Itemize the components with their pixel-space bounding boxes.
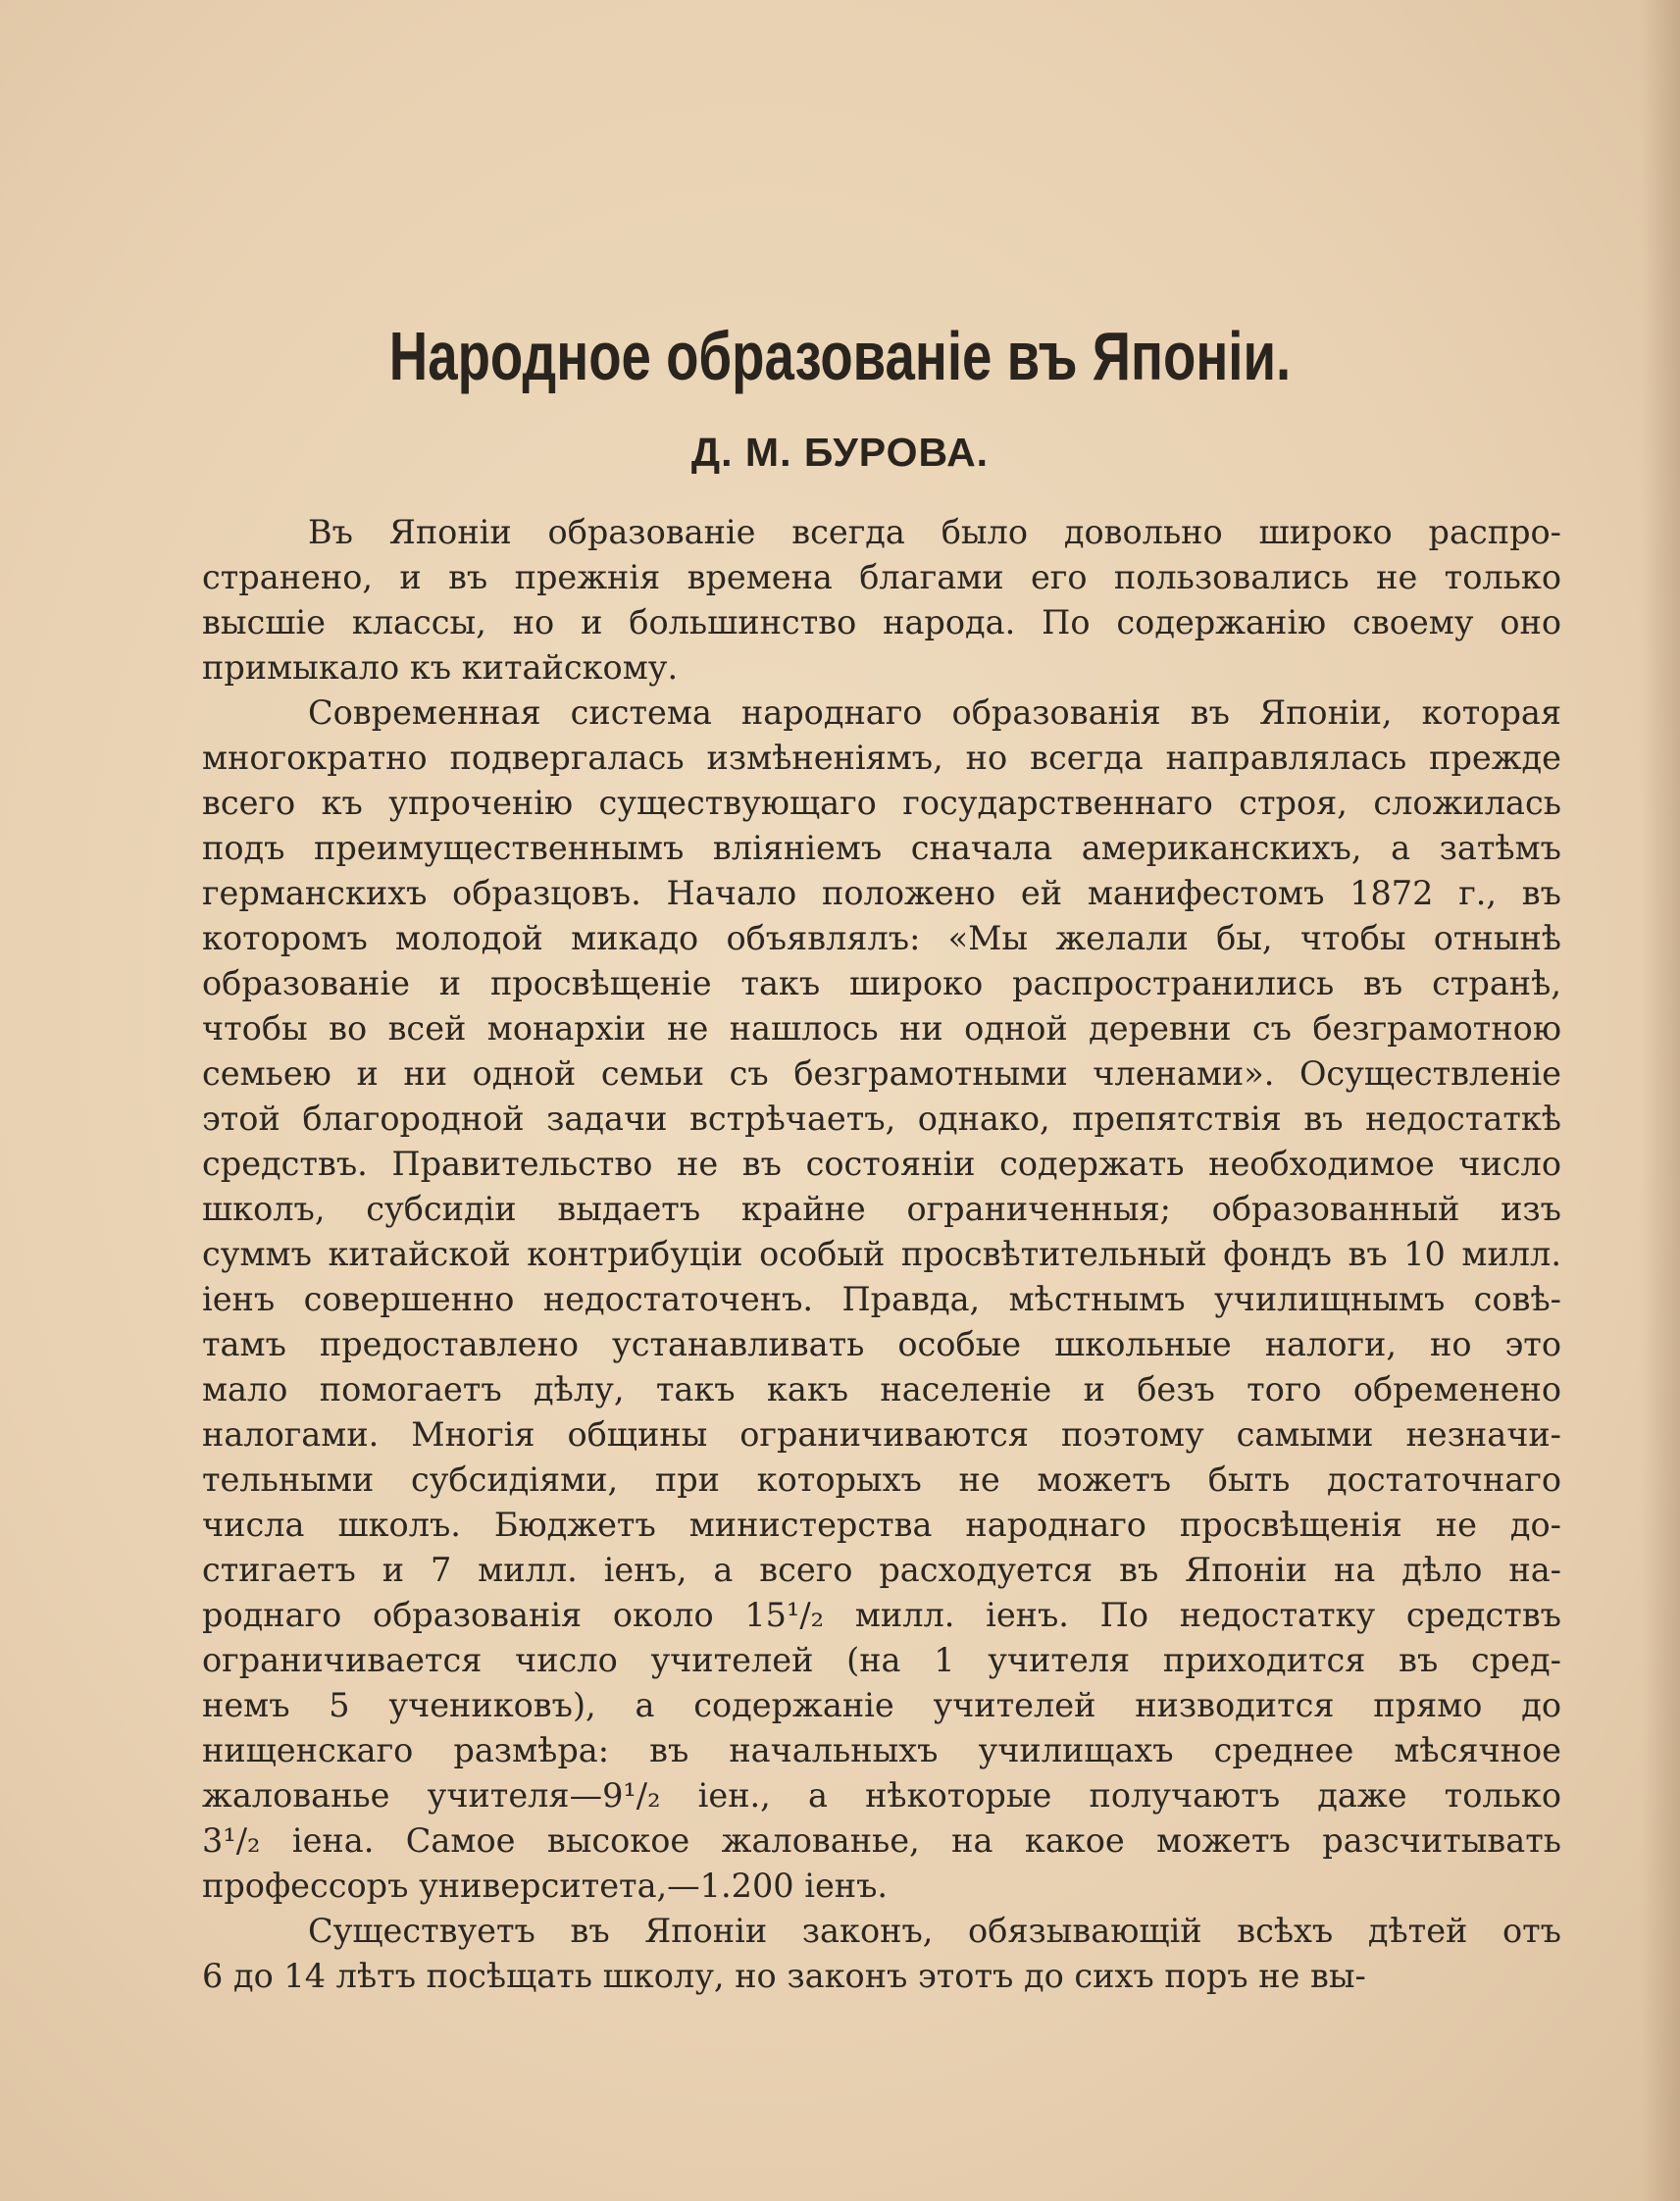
text-line: суммъ китайской контрибуціи особый просвѣтительный фондъ въ 10 милл. [202,1235,1561,1273]
text-line: Въ Японіи образованіе всегда было довольно широко распро- [308,513,1561,551]
text-line: тамъ предоставлено устанавливать особые школьные налоги, но это [202,1325,1561,1363]
text-line: мало помогаетъ дѣлу, такъ какъ населеніе и безъ того обременено [202,1370,1561,1408]
text-line: этой благородной задачи встрѣчаетъ, однако, препятствія въ недостаткѣ [202,1100,1561,1138]
text-line: нищенскаго размѣра: въ начальныхъ училищахъ среднее мѣсячное [202,1731,1561,1769]
text-line: ограничивается число учителей (на 1 учителя приходится въ сред- [202,1641,1561,1679]
text-line: Современная система народнаго образованія въ Японіи, которая [308,693,1561,732]
text-line: жалованье учителя—9¹/₂ іен., а нѣкоторые получаютъ даже только [202,1776,1561,1815]
text-line: чтобы во всей монархіи не нашлось ни одной деревни съ безграмотною [202,1009,1561,1048]
paragraph [202,691,1561,1909]
text-line: странено, и въ прежнія времена благами его пользовались не только [202,558,1561,596]
text-line: профессоръ университета,—1.200 іенъ. [202,1867,889,1905]
text-line: школъ, субсидіи выдаетъ крайне ограниченныя; образованный изъ [202,1190,1561,1228]
text-line: семьею и ни одной семьи съ безграмотными членами». Осуществленіе [202,1054,1561,1093]
article-body [202,510,1561,1999]
text-line: стигаетъ и 7 милл. іенъ, а всего расходуется въ Японіи на дѣло на- [202,1551,1561,1589]
text-line: налогами. Многія общины ограничиваются поэтому самыми незначи- [202,1415,1561,1454]
page-edge-shadow [1641,0,1680,2201]
text-line: высшіе классы, но и большинство народа. По содержанію своему оно [202,603,1561,641]
text-line: подъ преимущественнымъ вліяніемъ сначала американскихъ, а затѣмъ [202,829,1561,867]
text-line: роднаго образованія около 15¹/₂ милл. іенъ. По недостатку средствъ [202,1596,1561,1634]
text-line: тельными субсидіями, при которыхъ не можетъ быть достаточнаго [202,1460,1561,1499]
text-line: всего къ упроченію существующаго государственнаго строя, сложилась [202,784,1561,822]
article-author: Д. М. БУРОВА. [690,430,990,475]
text-line: 3¹/₂ іена. Самое высокое жалованье, на какое можетъ разсчитывать [202,1821,1561,1860]
paragraph [202,1909,1561,1999]
text-line: средствъ. Правительство не въ состояніи содержать необходимое число [202,1145,1561,1183]
text-line: многократно подвергалась измѣненіямъ, но всегда направлялась прежде [202,739,1561,777]
text-line: германскихъ образцовъ. Начало положено ей манифестомъ 1872 г., въ [202,874,1561,912]
paragraph [202,510,1561,691]
text-line: Существуетъ въ Японіи законъ, обязывающій всѣхъ дѣтей отъ [308,1912,1561,1950]
text-line: примыкало къ китайскому. [202,648,679,687]
text-line: числа школъ. Бюджетъ министерства народнаго просвѣщенія не до- [202,1506,1561,1544]
text-line: іенъ совершенно недостаточенъ. Правда, мѣстнымъ училищнымъ совѣ- [202,1280,1561,1318]
text-line: немъ 5 учениковъ), а содержаніе учителей низводится прямо до [202,1686,1561,1724]
article-title: Народное образованіе въ Японіи. [388,318,1292,394]
text-line: 6 до 14 лѣтъ посѣщать школу, но законъ этотъ до сихъ поръ не вы- [202,1957,1366,1995]
text-line: которомъ молодой микадо объявлялъ: «Мы желали бы, чтобы отнынѣ [202,919,1561,957]
text-line: образованіе и просвѣщеніе такъ широко распространились въ странѣ, [202,964,1561,1002]
